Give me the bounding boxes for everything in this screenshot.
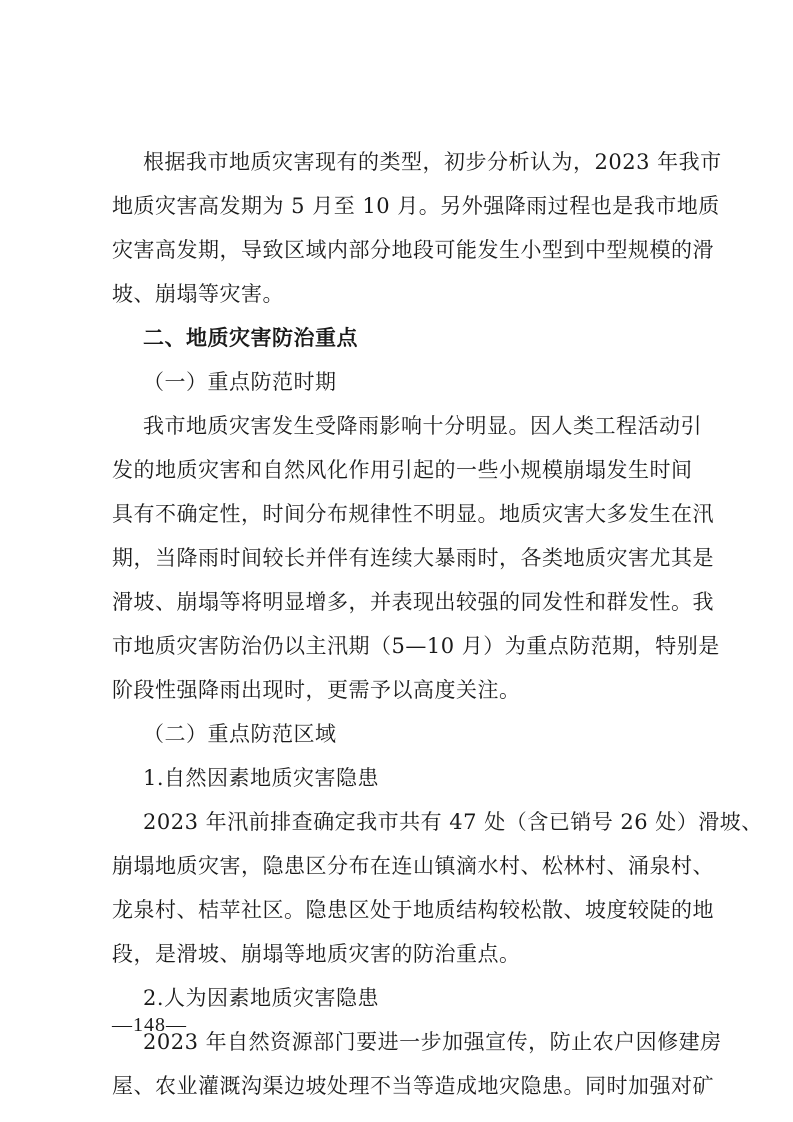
section-heading: 二、地质灾害防治重点 (143, 326, 358, 350)
paragraph-line: 我市地质灾害发生受降雨影响十分明显。因人类工程活动引 (143, 414, 702, 438)
paragraph-line: 龙泉村、桔苹社区。隐患区处于地质结构较松散、坡度较陡的地 (112, 898, 714, 922)
subsection-heading: （一）重点防范时期 (143, 370, 337, 394)
paragraph-line: 具有不确定性，时间分布规律性不明显。地质灾害大多发生在汛 (112, 502, 714, 526)
paragraph-line: 地质灾害高发期为 5 月至 10 月。另外强降雨过程也是我市地质 (112, 194, 720, 218)
paragraph-line: 根据我市地质灾害现有的类型，初步分析认为，2023 年我市 (143, 150, 722, 174)
paragraph-line: 市地质灾害防治仍以主汛期（5—10 月）为重点防范期，特别是 (112, 634, 720, 658)
paragraph-line: 滑坡、崩塌等将明显增多，并表现出较强的同发性和群发性。我 (112, 590, 714, 614)
subsection-heading: （二）重点防范区域 (143, 722, 337, 746)
paragraph-line: 发的地质灾害和自然风化作用引起的一些小规模崩塌发生时间 (112, 458, 693, 482)
paragraph-line: 灾害高发期，导致区域内部分地段可能发生小型到中型规模的滑 (112, 238, 714, 262)
paragraph-line: 2023 年自然资源部门要进一步加强宣传，防止农户因修建房 (143, 1030, 722, 1054)
item-heading: 1.自然因素地质灾害隐患 (143, 766, 380, 790)
paragraph-line: 段，是滑坡、崩塌等地质灾害的防治重点。 (112, 942, 521, 966)
item-heading: 2.人为因素地质灾害隐患 (143, 986, 380, 1010)
page-number: —148— (112, 1014, 187, 1036)
paragraph-line: 坡、崩塌等灾害。 (112, 282, 284, 306)
paragraph-line: 崩塌地质灾害，隐患区分布在连山镇滴水村、松林村、涌泉村、 (112, 854, 714, 878)
paragraph-line: 期，当降雨时间较长并伴有连续大暴雨时，各类地质灾害尤其是 (112, 546, 714, 570)
paragraph-line: 2023 年汛前排查确定我市共有 47 处（含已销号 26 处）滑坡、 (143, 810, 763, 834)
paragraph-line: 阶段性强降雨出现时，更需予以高度关注。 (112, 678, 521, 702)
paragraph-line: 屋、农业灌溉沟渠边坡处理不当等造成地灾隐患。同时加强对矿 (112, 1074, 714, 1098)
